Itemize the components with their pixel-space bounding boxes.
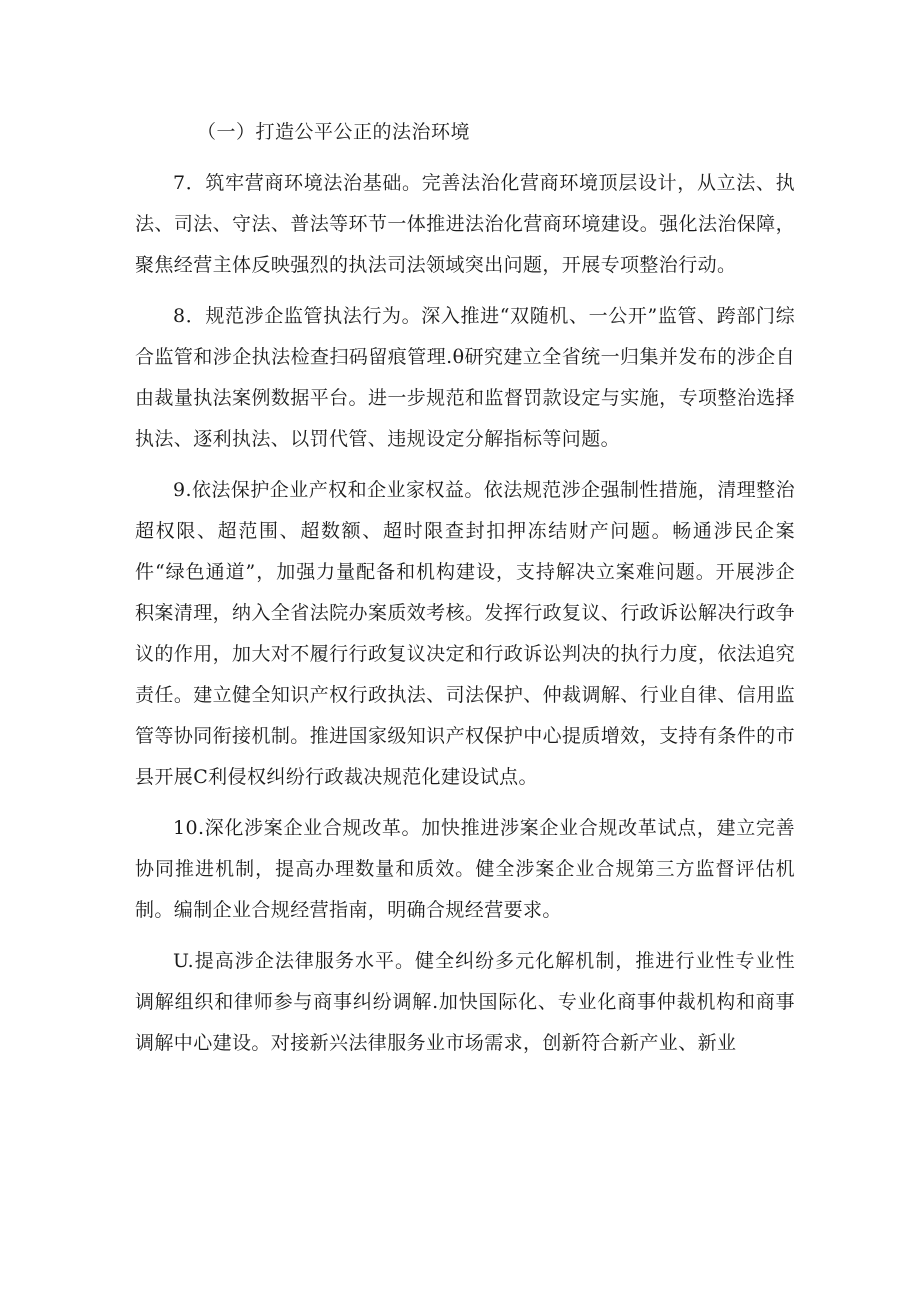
paragraph-item-11: U.提高涉企法律服务水平。健全纠纷多元化解机制，推进行业性专业性调解组织和律师参与商事纠纷调解.加快国际化、专业化商事仲裁机构和商事调解中心建设。对接新兴法律服务业市场需求，创新符合新产业、新业 [135, 950, 795, 1054]
paragraph-item-9: 9.依法保护企业产权和企业家权益。依法规范涉企强制性措施，清理整治超权限、超范围、超数额、超时限查封扣押冻结财产问题。畅通涉民企案件“绿色通道”，加强力量配备和机构建设，支持解决立案难问题。开展涉企积案清理，纳入全省法院办案质效考核。发挥行政复议、行政诉讼解决行政争议的作用，加大对不履行行政复议决定和行政诉讼判决的执行力度，依法追究责任。建立健全知识产权行政执法、司法保护、仲裁调解、行业自律、信用监管等协同衔接机制。推进国家级知识产权保护中心提质增效，支持有条件的市县开展C利侵权纠纷行政裁决规范化建设试点。 [135, 479, 795, 788]
paragraph-item-8: 8．规范涉企监管执法行为。深入推进“双随机、一公开”监管、跨部门综合监管和涉企执法检查扫码留痕管理.θ研究建立全省统一归集并发布的涉企自由裁量执法案例数据平台。进一步规范和监督罚款设定与实施，专项整治选择执法、逐利执法、以罚代管、违规设定分解指标等问题。 [135, 305, 795, 450]
paragraph-item-7: 7．筑牢营商环境法治基础。完善法治化营商环境顶层设计，从立法、执法、司法、守法、普法等环节一体推进法治化营商环境建设。强化法治保障，聚焦经营主体反映强烈的执法司法领域突出问题，开展专项整治行动。 [135, 172, 795, 276]
section-heading: （一）打造公平公正的法治环境 [197, 121, 471, 143]
paragraph-item-10: 10.深化涉案企业合规改革。加快推进涉案企业合规改革试点，建立完善协同推进机制，提高办理数量和质效。健全涉案企业合规第三方监督评估机制。编制企业合规经营指南，明确合规经营要求。 [135, 817, 795, 921]
document-body [135, 112, 795, 1064]
